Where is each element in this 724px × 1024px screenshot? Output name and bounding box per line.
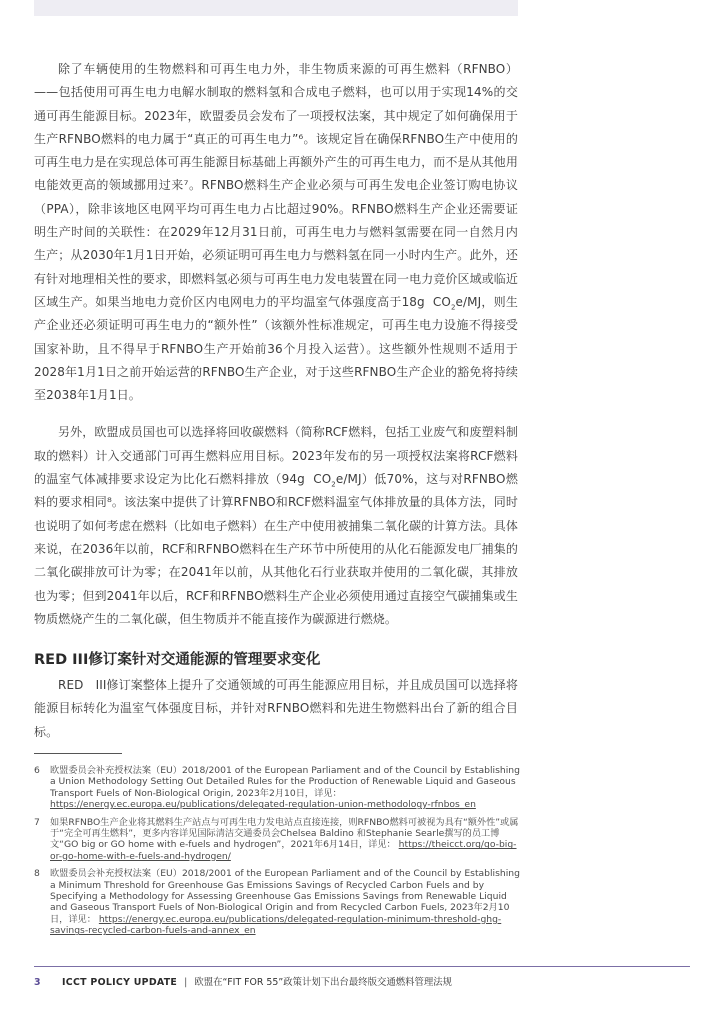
main-content [34, 58, 518, 744]
paragraph-rcf [34, 421, 518, 631]
footer-separator: | [184, 977, 188, 988]
footnote-link[interactable]: https://theicct.org/go-big-or-go-home-with-e-fuels-and-hydrogen/ [50, 839, 517, 862]
paragraph-rcf-text: 另外，欧盟成员国也可以选择将回收碳燃料（简称RCF燃料，包括工业废气和废塑料制取的燃料）计入交通部门可再生燃料应用目标。2023年发布的另一项授权法案将RCF燃料的温室气体减排要求设定为比化石燃料排放（94g [34, 425, 518, 487]
footer-divider [34, 966, 690, 967]
footnote-7 [34, 817, 520, 863]
paragraph-rfnbo [34, 58, 518, 407]
footnote-text: 欧盟委员会补充授权法案（EU）2018/2001 of the European Parliament and of the Council by Establishing a Minimum Threshold for Greenhouse Gas Emissions Savings of Recycled Carbon Fuels and by Specifying a Methodology for Assessing Greenhouse Gas Emissions Savings from Renewable Liquid and Gaseous Transport Fuels of Non-Biological Origin and from Recycled Carbon Fuels, 2023年2月10日，详见： [50, 868, 520, 925]
co2-label-2: $CO_2$ [313, 472, 336, 489]
paragraph-red-iii: RED III修订案整体上提升了交通领域的可再生能源应用目标，并且成员国可以选择将能源目标转化为温室气体强度目标，并针对RFNBO燃料和先进生物燃料出台了新的组合目标。 [34, 678, 518, 739]
footnote-text: 欧盟委员会补充授权法案（EU）2018/2001 of the European Parliament and of the Council by Establishing a Union Methodology Setting Out Detailed Rules for the Production of Renewable Liquid and Gaseous Transport Fuels of Non-Biological Origin, 2023年2月10日，详见： [50, 765, 520, 799]
paragraph-rfnbo-tail: e/MJ，则生产企业还必须证明可再生电力的“额外性”（该额外性标准规定，可再生电力设施不得接受国家补助，且不得早于RFNBO生产开始前36个月投入运营）。这些额外性规则不适用于2028年1月1日之前开始运营的RFNBO生产企业，对于这些RFNBO生产企业的豁免将持续至2038年1月1日。 [34, 294, 518, 403]
co2-label: $CO_2$ [432, 294, 456, 312]
paragraph-rcf-tail: e/MJ）低70%，这与对RFNBO燃料的要求相同⁸。该法案中提供了计算RFNBO和RCF燃料温室气体排放量的具体方法，同时也说明了如何考虑在燃料（比如电子燃料）在生产中使用被捕集二氧化碳的计算方法。具体来说，在2036年以前，RCF和RFNBO燃料在生产环节中所使用的从化石能源发电厂捕集的二氧化碳排放可计为零；在2041年以前，从其他化石行业获取并使用的二氧化碳，其排放也为零；但到2041年以后，RCF和RFNBO燃料生产企业必须使用通过直接空气碳捕集或生物质燃烧产生的二氧化碳，但生物质并不能直接作为碳源进行燃烧。 [34, 472, 519, 626]
footnote-8 [34, 868, 520, 936]
page-footer [34, 977, 690, 989]
page-number: 3 [34, 977, 41, 988]
footnotes [34, 765, 520, 943]
document-title: 欧盟在“FIT FOR 55”政策计划下出台最终版交通燃料管理法规 [194, 977, 452, 988]
section-heading: RED III修订案针对交通能源的管理要求变化 [34, 652, 321, 669]
top-band [34, 0, 518, 16]
footnote-link[interactable]: https://energy.ec.europa.eu/publications/delegated-regulation-minimum-threshold-ghg-savings-recycled-carbon-fuels-and-annex_en [50, 913, 502, 937]
footnote-text: 如果RFNBO生产企业将其燃料生产站点与可再生电力发电站点直接连接，则RFNBO燃料可被视为具有“额外性”或属于“完全可再生燃料”，更多内容详见国际清洁交通委员会Chelsea Baldino 和Stephanie Searle撰写的员工博文“GO big or GO home with e-fuels and hydrogen”，2021年6月14日，详见： [50, 816, 519, 851]
footnote-number: 8 [34, 868, 40, 880]
footnote-number: 7 [34, 816, 40, 828]
footnote-link[interactable]: https://energy.ec.europa.eu/publications/delegated-regulation-union-methodology-rfnbos_en [50, 799, 476, 811]
footnote-number: 6 [34, 765, 40, 776]
publication-name: ICCT POLICY UPDATE [62, 977, 178, 988]
paragraph-rfnbo-text: 除了车辆使用的生物燃料和可再生电力外，非生物质来源的可再生燃料（RFNBO）——包括使用可再生电力电解水制取的燃料氢和合成电子燃料，也可以用于实现14%的交通可再生能源目标。2023年，欧盟委员会发布了一项授权法案，其中规定了如何确保用于生产RFNBO燃料的电力属于“真正的可再生电力”⁶。该规定旨在确保RFNBO生产中使用的可再生电力是在实现总体可再生能源目标基础上再额外产生的可再生电力，而不是从其他用电能效更高的领域挪用过来⁷。RFNBO燃料生产企业必须与可再生发电企业签订购电协议（PPA），除非该地区电网平均可再生电力占比超过90%。RFNBO燃料生产企业还需要证明生产时间的关联性：在2029年12月31日前，可再生电力与燃料氢需要在同一自然月内生产；从2030年1月1日开始，必须证明可再生电力与燃料氢在同一小时内生产。此外，还有针对地理相关性的要求，即燃料氢必须与可再生电力发电装置在同一电力竞价区域或临近区域生产。如果当地电力竞价区内电网电力的平均温室气体强度高于18g [34, 62, 519, 309]
footnote-6 [34, 765, 520, 811]
footnote-divider [34, 753, 122, 754]
